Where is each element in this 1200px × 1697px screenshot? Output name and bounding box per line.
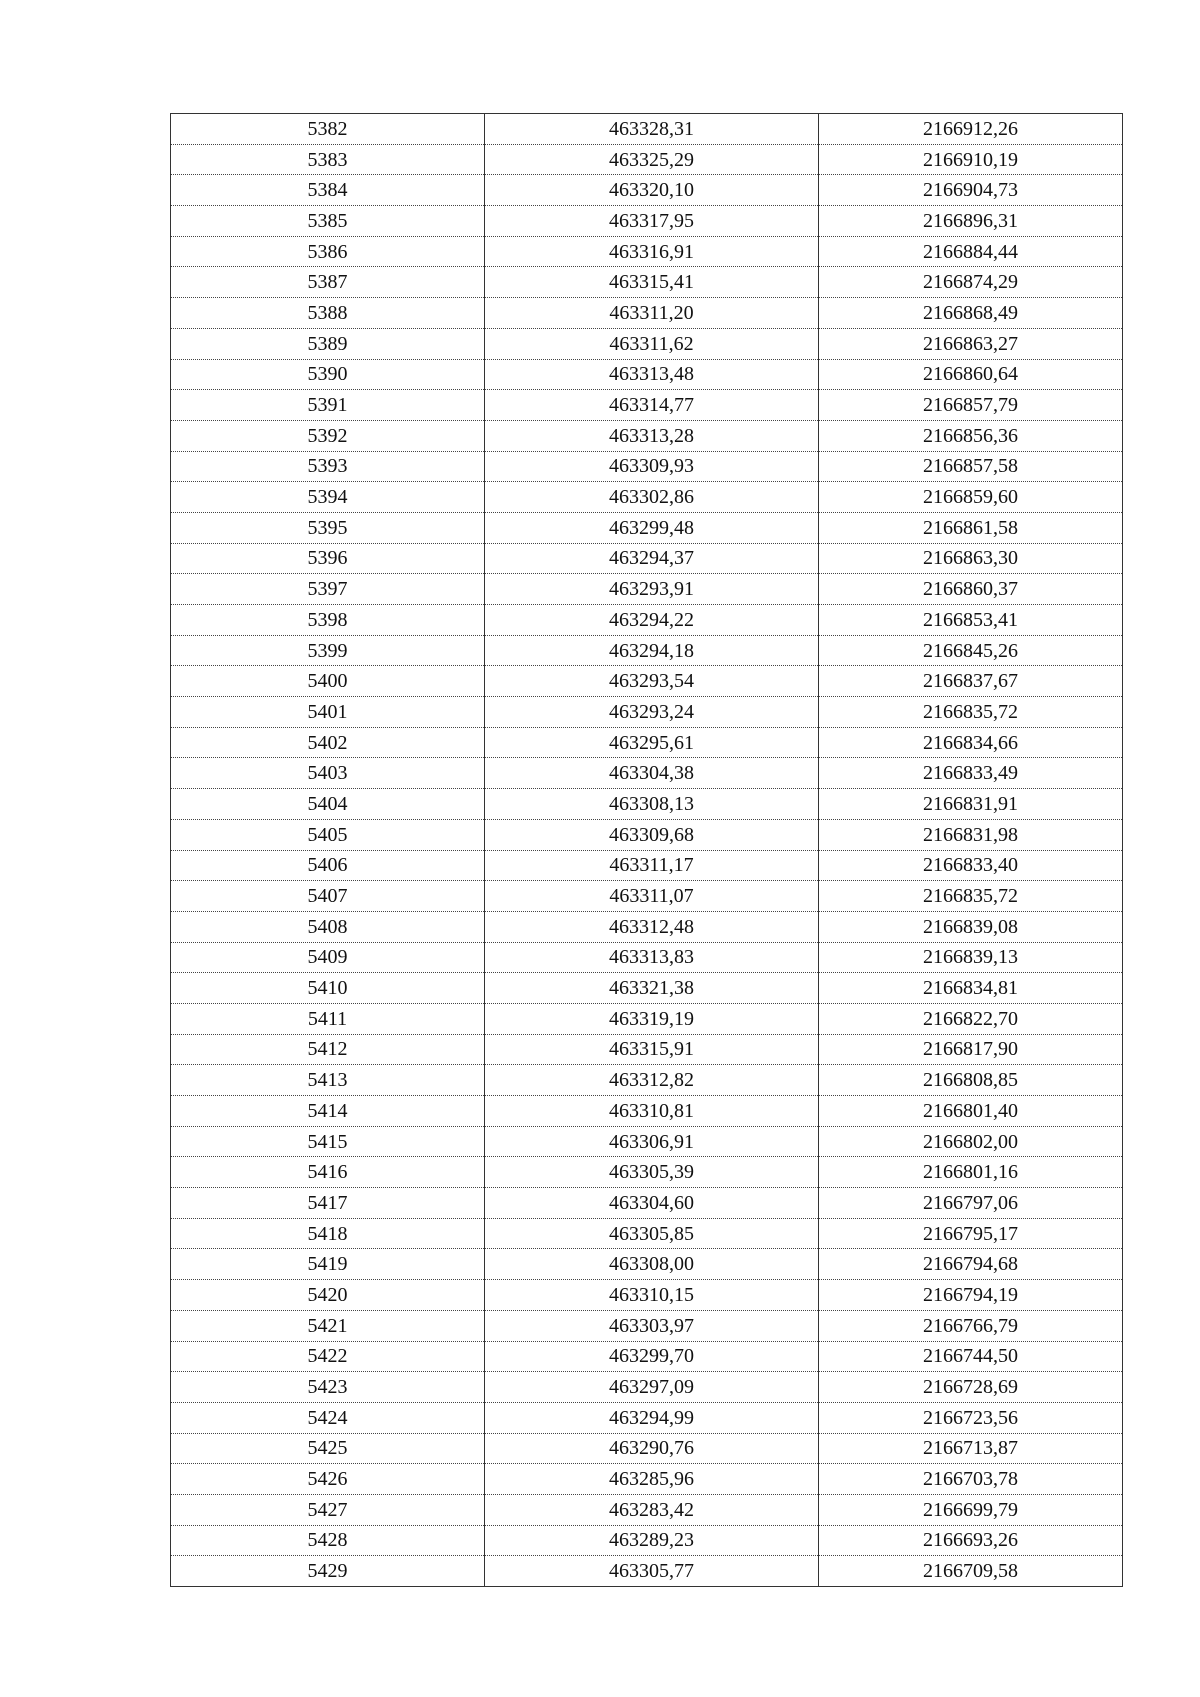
- table-row: [171, 789, 1123, 820]
- x-coordinate-cell: 463310,15: [485, 1280, 819, 1311]
- point-number-cell: 5410: [171, 973, 485, 1004]
- point-number-cell: 5383: [171, 144, 485, 175]
- point-number-cell: 5420: [171, 1280, 485, 1311]
- y-coordinate-cell: 2166896,31: [819, 206, 1123, 237]
- point-number-cell: 5400: [171, 666, 485, 697]
- y-coordinate-cell: 2166835,72: [819, 881, 1123, 912]
- table-row: [171, 451, 1123, 482]
- table-row: [171, 267, 1123, 298]
- table-row: [171, 1188, 1123, 1219]
- point-number-cell: 5429: [171, 1556, 485, 1587]
- y-coordinate-cell: 2166904,73: [819, 175, 1123, 206]
- x-coordinate-cell: 463325,29: [485, 144, 819, 175]
- x-coordinate-cell: 463293,91: [485, 574, 819, 605]
- x-coordinate-cell: 463314,77: [485, 390, 819, 421]
- table-row: [171, 1003, 1123, 1034]
- y-coordinate-cell: 2166833,49: [819, 758, 1123, 789]
- point-number-cell: 5382: [171, 114, 485, 145]
- x-coordinate-cell: 463305,85: [485, 1218, 819, 1249]
- y-coordinate-cell: 2166699,79: [819, 1494, 1123, 1525]
- table-row: [171, 1341, 1123, 1372]
- x-coordinate-cell: 463306,91: [485, 1126, 819, 1157]
- x-coordinate-cell: 463316,91: [485, 236, 819, 267]
- point-number-cell: 5421: [171, 1310, 485, 1341]
- y-coordinate-cell: 2166861,58: [819, 512, 1123, 543]
- y-coordinate-cell: 2166728,69: [819, 1372, 1123, 1403]
- y-coordinate-cell: 2166723,56: [819, 1402, 1123, 1433]
- table-row: [171, 942, 1123, 973]
- point-number-cell: 5422: [171, 1341, 485, 1372]
- x-coordinate-cell: 463294,18: [485, 635, 819, 666]
- y-coordinate-cell: 2166834,81: [819, 973, 1123, 1004]
- table-row: [171, 758, 1123, 789]
- table-row: [171, 819, 1123, 850]
- point-number-cell: 5417: [171, 1188, 485, 1219]
- table-row: [171, 1402, 1123, 1433]
- table-row: [171, 697, 1123, 728]
- x-coordinate-cell: 463305,77: [485, 1556, 819, 1587]
- point-number-cell: 5413: [171, 1065, 485, 1096]
- y-coordinate-cell: 2166845,26: [819, 635, 1123, 666]
- x-coordinate-cell: 463311,07: [485, 881, 819, 912]
- x-coordinate-cell: 463317,95: [485, 206, 819, 237]
- x-coordinate-cell: 463283,42: [485, 1494, 819, 1525]
- point-number-cell: 5418: [171, 1218, 485, 1249]
- x-coordinate-cell: 463295,61: [485, 727, 819, 758]
- y-coordinate-cell: 2166860,64: [819, 359, 1123, 390]
- point-number-cell: 5385: [171, 206, 485, 237]
- y-coordinate-cell: 2166853,41: [819, 605, 1123, 636]
- table-row: [171, 482, 1123, 513]
- point-number-cell: 5419: [171, 1249, 485, 1280]
- table-row: [171, 144, 1123, 175]
- table-row: [171, 973, 1123, 1004]
- point-number-cell: 5416: [171, 1157, 485, 1188]
- point-number-cell: 5412: [171, 1034, 485, 1065]
- point-number-cell: 5424: [171, 1402, 485, 1433]
- y-coordinate-cell: 2166808,85: [819, 1065, 1123, 1096]
- point-number-cell: 5423: [171, 1372, 485, 1403]
- y-coordinate-cell: 2166833,40: [819, 850, 1123, 881]
- point-number-cell: 5402: [171, 727, 485, 758]
- table-row: [171, 1096, 1123, 1127]
- y-coordinate-cell: 2166801,16: [819, 1157, 1123, 1188]
- y-coordinate-cell: 2166713,87: [819, 1433, 1123, 1464]
- table-row: [171, 420, 1123, 451]
- x-coordinate-cell: 463285,96: [485, 1464, 819, 1495]
- x-coordinate-cell: 463294,22: [485, 605, 819, 636]
- point-number-cell: 5406: [171, 850, 485, 881]
- table-row: [171, 605, 1123, 636]
- point-number-cell: 5411: [171, 1003, 485, 1034]
- x-coordinate-cell: 463328,31: [485, 114, 819, 145]
- point-number-cell: 5384: [171, 175, 485, 206]
- x-coordinate-cell: 463312,82: [485, 1065, 819, 1096]
- y-coordinate-cell: 2166857,79: [819, 390, 1123, 421]
- table-row: [171, 1433, 1123, 1464]
- x-coordinate-cell: 463313,48: [485, 359, 819, 390]
- table-row: [171, 390, 1123, 421]
- y-coordinate-cell: 2166795,17: [819, 1218, 1123, 1249]
- x-coordinate-cell: 463310,81: [485, 1096, 819, 1127]
- table-row: [171, 512, 1123, 543]
- table-row: [171, 1372, 1123, 1403]
- point-number-cell: 5401: [171, 697, 485, 728]
- y-coordinate-cell: 2166794,68: [819, 1249, 1123, 1280]
- x-coordinate-cell: 463308,00: [485, 1249, 819, 1280]
- x-coordinate-cell: 463319,19: [485, 1003, 819, 1034]
- point-number-cell: 5428: [171, 1525, 485, 1556]
- point-number-cell: 5409: [171, 942, 485, 973]
- x-coordinate-cell: 463303,97: [485, 1310, 819, 1341]
- y-coordinate-cell: 2166797,06: [819, 1188, 1123, 1219]
- point-number-cell: 5394: [171, 482, 485, 513]
- y-coordinate-cell: 2166912,26: [819, 114, 1123, 145]
- point-number-cell: 5399: [171, 635, 485, 666]
- x-coordinate-cell: 463293,54: [485, 666, 819, 697]
- y-coordinate-cell: 2166817,90: [819, 1034, 1123, 1065]
- table-row: [171, 114, 1123, 145]
- y-coordinate-cell: 2166868,49: [819, 298, 1123, 329]
- table-row: [171, 1310, 1123, 1341]
- x-coordinate-cell: 463294,99: [485, 1402, 819, 1433]
- point-number-cell: 5396: [171, 543, 485, 574]
- y-coordinate-cell: 2166831,98: [819, 819, 1123, 850]
- x-coordinate-cell: 463299,70: [485, 1341, 819, 1372]
- point-number-cell: 5391: [171, 390, 485, 421]
- table-row: [171, 1494, 1123, 1525]
- table-row: [171, 1065, 1123, 1096]
- x-coordinate-cell: 463315,91: [485, 1034, 819, 1065]
- table-row: [171, 1034, 1123, 1065]
- table-row: [171, 298, 1123, 329]
- table-row: [171, 1126, 1123, 1157]
- point-number-cell: 5386: [171, 236, 485, 267]
- x-coordinate-cell: 463304,60: [485, 1188, 819, 1219]
- point-number-cell: 5415: [171, 1126, 485, 1157]
- table-row: [171, 175, 1123, 206]
- x-coordinate-cell: 463311,62: [485, 328, 819, 359]
- point-number-cell: 5392: [171, 420, 485, 451]
- x-coordinate-cell: 463313,28: [485, 420, 819, 451]
- coordinates-table-body: [171, 114, 1123, 1587]
- y-coordinate-cell: 2166857,58: [819, 451, 1123, 482]
- point-number-cell: 5426: [171, 1464, 485, 1495]
- x-coordinate-cell: 463311,20: [485, 298, 819, 329]
- x-coordinate-cell: 463320,10: [485, 175, 819, 206]
- y-coordinate-cell: 2166703,78: [819, 1464, 1123, 1495]
- x-coordinate-cell: 463297,09: [485, 1372, 819, 1403]
- y-coordinate-cell: 2166863,30: [819, 543, 1123, 574]
- x-coordinate-cell: 463293,24: [485, 697, 819, 728]
- x-coordinate-cell: 463294,37: [485, 543, 819, 574]
- point-number-cell: 5395: [171, 512, 485, 543]
- point-number-cell: 5389: [171, 328, 485, 359]
- x-coordinate-cell: 463313,83: [485, 942, 819, 973]
- point-number-cell: 5408: [171, 911, 485, 942]
- x-coordinate-cell: 463302,86: [485, 482, 819, 513]
- x-coordinate-cell: 463312,48: [485, 911, 819, 942]
- point-number-cell: 5390: [171, 359, 485, 390]
- x-coordinate-cell: 463309,68: [485, 819, 819, 850]
- y-coordinate-cell: 2166839,13: [819, 942, 1123, 973]
- x-coordinate-cell: 463311,17: [485, 850, 819, 881]
- table-row: [171, 1249, 1123, 1280]
- table-row: [171, 911, 1123, 942]
- table-row: [171, 236, 1123, 267]
- point-number-cell: 5397: [171, 574, 485, 605]
- table-row: [171, 1525, 1123, 1556]
- y-coordinate-cell: 2166822,70: [819, 1003, 1123, 1034]
- point-number-cell: 5414: [171, 1096, 485, 1127]
- point-number-cell: 5427: [171, 1494, 485, 1525]
- point-number-cell: 5404: [171, 789, 485, 820]
- y-coordinate-cell: 2166859,60: [819, 482, 1123, 513]
- table-row: [171, 1218, 1123, 1249]
- table-row: [171, 543, 1123, 574]
- coordinates-table: [170, 113, 1123, 1587]
- y-coordinate-cell: 2166744,50: [819, 1341, 1123, 1372]
- y-coordinate-cell: 2166835,72: [819, 697, 1123, 728]
- table-row: [171, 1464, 1123, 1495]
- y-coordinate-cell: 2166860,37: [819, 574, 1123, 605]
- y-coordinate-cell: 2166837,67: [819, 666, 1123, 697]
- table-row: [171, 1280, 1123, 1311]
- y-coordinate-cell: 2166884,44: [819, 236, 1123, 267]
- table-row: [171, 574, 1123, 605]
- table-row: [171, 635, 1123, 666]
- x-coordinate-cell: 463305,39: [485, 1157, 819, 1188]
- y-coordinate-cell: 2166801,40: [819, 1096, 1123, 1127]
- point-number-cell: 5405: [171, 819, 485, 850]
- point-number-cell: 5393: [171, 451, 485, 482]
- point-number-cell: 5398: [171, 605, 485, 636]
- y-coordinate-cell: 2166834,66: [819, 727, 1123, 758]
- x-coordinate-cell: 463321,38: [485, 973, 819, 1004]
- table-row: [171, 328, 1123, 359]
- table-row: [171, 206, 1123, 237]
- table-row: [171, 727, 1123, 758]
- point-number-cell: 5407: [171, 881, 485, 912]
- y-coordinate-cell: 2166874,29: [819, 267, 1123, 298]
- point-number-cell: 5387: [171, 267, 485, 298]
- y-coordinate-cell: 2166831,91: [819, 789, 1123, 820]
- x-coordinate-cell: 463299,48: [485, 512, 819, 543]
- y-coordinate-cell: 2166856,36: [819, 420, 1123, 451]
- table-row: [171, 881, 1123, 912]
- y-coordinate-cell: 2166863,27: [819, 328, 1123, 359]
- y-coordinate-cell: 2166802,00: [819, 1126, 1123, 1157]
- y-coordinate-cell: 2166709,58: [819, 1556, 1123, 1587]
- y-coordinate-cell: 2166839,08: [819, 911, 1123, 942]
- table-row: [171, 1556, 1123, 1587]
- x-coordinate-cell: 463289,23: [485, 1525, 819, 1556]
- point-number-cell: 5388: [171, 298, 485, 329]
- table-row: [171, 1157, 1123, 1188]
- y-coordinate-cell: 2166910,19: [819, 144, 1123, 175]
- y-coordinate-cell: 2166794,19: [819, 1280, 1123, 1311]
- table-row: [171, 850, 1123, 881]
- x-coordinate-cell: 463309,93: [485, 451, 819, 482]
- point-number-cell: 5425: [171, 1433, 485, 1464]
- x-coordinate-cell: 463290,76: [485, 1433, 819, 1464]
- table-row: [171, 666, 1123, 697]
- point-number-cell: 5403: [171, 758, 485, 789]
- table-row: [171, 359, 1123, 390]
- x-coordinate-cell: 463315,41: [485, 267, 819, 298]
- y-coordinate-cell: 2166693,26: [819, 1525, 1123, 1556]
- y-coordinate-cell: 2166766,79: [819, 1310, 1123, 1341]
- x-coordinate-cell: 463304,38: [485, 758, 819, 789]
- x-coordinate-cell: 463308,13: [485, 789, 819, 820]
